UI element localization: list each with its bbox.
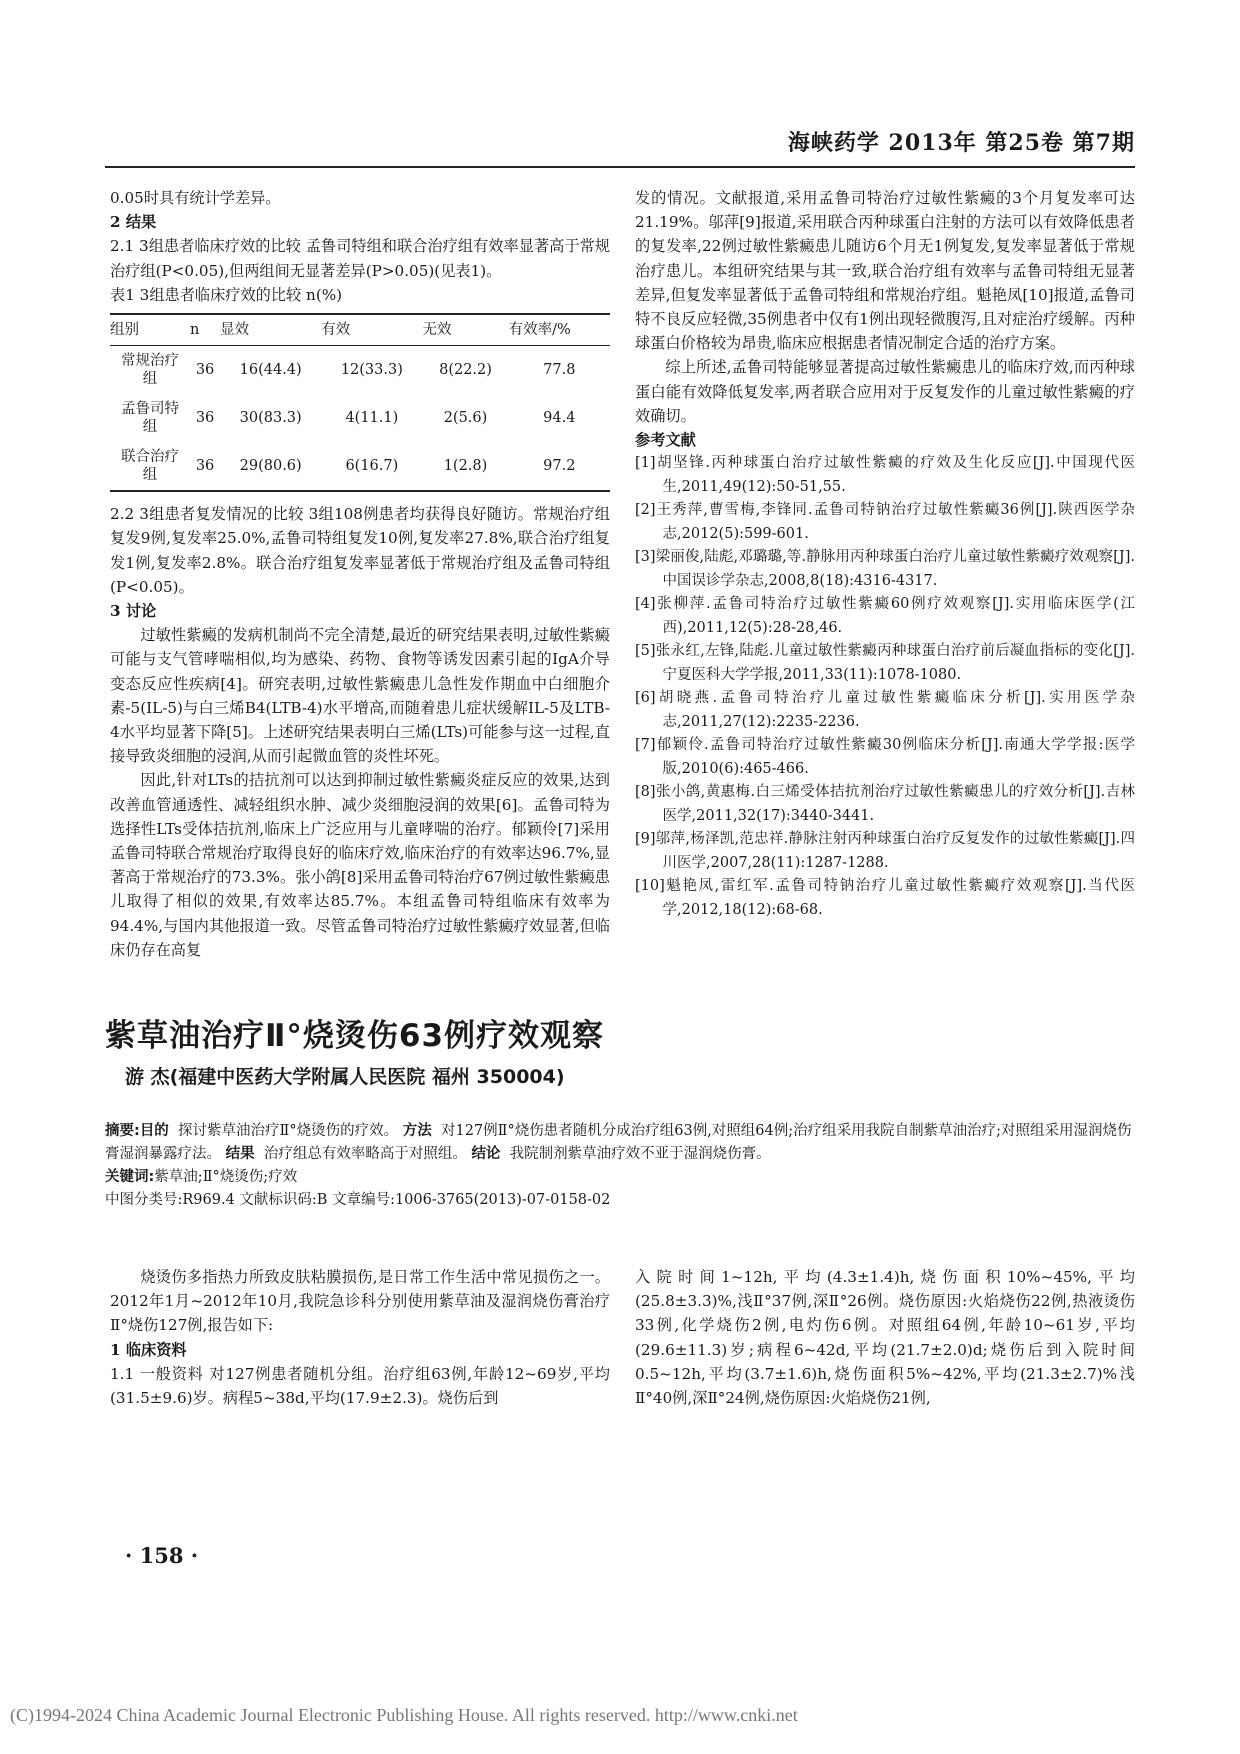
header-rule — [105, 166, 1135, 168]
reference-item: [10]魁艳凤,雷红军.孟鲁司特钠治疗儿童过敏性紫癜疗效观察[J].当代医学,2012,18(12):68-68. — [635, 878, 1135, 918]
reference-item: [8]张小鸽,黄惠梅.白三烯受体拮抗剂治疗过敏性紫癜患儿的疗效分析[J].吉林医学,2011,32(17):3440-3441. — [635, 784, 1135, 824]
lower-right-column — [635, 1265, 1135, 1410]
table-row — [110, 442, 610, 491]
paragraph: 2.2 3组患者复发情况的比较 3组108例患者均获得良好随访。常规治疗组复发9例,复发率25.0%,孟鲁司特组复发10例,复发率27.8%,联合治疗组复发1例,复发率2.8%。联合治疗组复发率显著低于常规治疗组及孟鲁司特组(P<0.05)。 — [110, 505, 610, 596]
keywords — [105, 1166, 1135, 1189]
result-label: 结果 — [225, 1146, 255, 1162]
article-title: 紫草油治疗Ⅱ°烧烫伤63例疗效观察 — [105, 1018, 605, 1054]
method-label: 方法 — [402, 1123, 432, 1139]
table-cell: 16(44.4) — [239, 362, 302, 379]
table-cell: 29(80.6) — [220, 442, 321, 491]
page-number: · 158 · — [125, 1543, 199, 1568]
paragraph: 烧烫伤多指热力所致皮肤粘膜损伤,是日常工作生活中常见损伤之一。2012年1月~2012年10月,我院急诊科分别使用紫草油及湿润烧伤膏治疗Ⅱ°烧伤127例,报告如下: — [110, 1268, 610, 1335]
table-cell: 94.4 — [543, 410, 576, 427]
table-header-cell: 显效 — [220, 314, 321, 346]
reference-item: [6]胡晓燕.孟鲁司特治疗儿童过敏性紫癜临床分析[J].实用医学杂志,2011,27(12):2235-2236. — [635, 690, 1135, 730]
reference-item: [3]梁丽俊,陆彪,邓璐璐,等.静脉用丙种球蛋白治疗儿童过敏性紫癜疗效观察[J].中国误诊学杂志,2008,8(18):4316-4317. — [635, 549, 1135, 589]
paragraph: 综上所述,孟鲁司特能够显著提高过敏性紫癜患儿的临床疗效,而丙种球蛋白能有效降低复发率,两者联合应用对于反复发作的儿童过敏性紫癜的疗效确切。 — [635, 358, 1135, 425]
paragraph: 2.1 3组患者临床疗效的比较 孟鲁司特组和联合治疗组有效率显著高于常规治疗组(P<0.05),但两组间无显著差异(P>0.05)(见表1)。 — [110, 237, 610, 280]
section-heading-clinical-data: 1 临床资料 — [110, 1340, 187, 1359]
reference-item: [9]邬萍,杨泽凯,范忠祥.静脉注射丙种球蛋白治疗反复发作的过敏性紫癜[J].四川医学,2007,28(11):1287-1288. — [635, 831, 1135, 871]
reference-item: [2]王秀萍,曹雪梅,李锋同.孟鲁司特钠治疗过敏性紫癜36例[J].陕西医学杂志,2012(5):599-601. — [635, 502, 1135, 542]
paragraph: 因此,针对LTs的拮抗剂可以达到抑制过敏性紫癜炎症反应的效果,达到改善血管通透性、减轻组织水肿、减少炎细胞浸润的效果[6]。孟鲁司特为选择性LTs受体拮抗剂,临床上广泛应用与儿童哮喘的治疗。郁颖伶[7]采用孟鲁司特联合常规治疗取得良好的临床疗效,临床治疗的有效率达96.7%,显著高于常规治疗的73.3%。张小鸽[8]采用孟鲁司特治疗67例过敏性紫癜患儿取得了相似的效果,有效率达85.7%。本组孟鲁司特组临床有效率为94.4%,与国内其他报道一致。尽管孟鲁司特治疗过敏性紫癜疗效显著,但临床仍存在高复 — [110, 771, 610, 959]
conclusion-label: 结论 — [471, 1146, 501, 1162]
table-caption: 表1 3组患者临床疗效的比较 n(%) — [110, 285, 343, 304]
table-header-cell: n — [190, 314, 220, 346]
article-authors: 游 杰(福建中医药大学附属人民医院 福州 350004) — [125, 1066, 565, 1088]
table-header-row — [110, 314, 610, 346]
abstract — [105, 1120, 1135, 1166]
reference-list — [635, 452, 1135, 922]
table-cell: 6(16.7) — [321, 442, 422, 491]
table-cell: 30(83.3) — [239, 410, 302, 427]
table-row — [110, 394, 610, 442]
copyright-footer: (C)1994-2024 China Academic Journal Electronic Publishing House. All rights reserved. http://www.cnki.net — [10, 1705, 798, 1725]
upper-left-column — [110, 186, 610, 962]
table-cell: 12(33.3) — [340, 362, 403, 379]
references-heading: 参考文献 — [635, 431, 696, 450]
reference-item: [1]胡坚锋.丙种球蛋白治疗过敏性紫癜的疗效及生化反应[J].中国现代医生,2011,49(12):50-51,55. — [635, 455, 1135, 495]
keywords-text: 紫草油;Ⅱ°烧烫伤;疗效 — [154, 1169, 298, 1185]
table-header-cell: 有效率/% — [509, 314, 610, 346]
paragraph: 入院时间1~12h,平均(4.3±1.4)h,烧伤面积10%~45%,平均(25.8±3.3)%,浅Ⅱ°37例,深Ⅱ°26例。烧伤原因:火焰烧伤22例,热液烫伤33例,化学烧伤2例,电灼伤6例。对照组64例,年龄10~61岁,平均(29.6±11.3)岁;病程6~42d,平均(21.7±2.0)d;烧伤后到入院时间0.5~12h,平均(3.7±1.6)h,烧伤面积5%~42%,平均(21.3±2.7)%浅Ⅱ°40例,深Ⅱ°24例,烧伤原因:火焰烧伤21例, — [635, 1268, 1135, 1408]
paragraph: 1.1 一般资料 对127例患者随机分组。治疗组63例,年龄12~69岁,平均(31.5±9.6)岁。病程5~38d,平均(17.9±2.3)。烧伤后到 — [110, 1364, 610, 1408]
objective-label: 目的 — [139, 1123, 169, 1139]
paragraph: 0.05时具有统计学差异。 — [110, 189, 281, 207]
efficacy-table — [110, 313, 610, 492]
table-cell: 8(22.2) — [439, 362, 492, 379]
table-cell: 常规治疗组 — [121, 353, 179, 388]
lower-left-column — [110, 1265, 610, 1410]
result-text: 治疗组总有效率略高于对照组。 — [263, 1146, 467, 1162]
objective-text: 探讨紫草油治疗Ⅱ°烧烫伤的疗效。 — [178, 1123, 399, 1139]
reference-item: [5]张永红,左锋,陆彪.儿童过敏性紫癜丙种球蛋白治疗前后凝血指标的变化[J].宁夏医科大学学报,2011,33(11):1078-1080. — [635, 643, 1135, 683]
reference-item: [4]张柳萍.孟鲁司特治疗过敏性紫癜60例疗效观察[J].实用临床医学(江西),2011,12(5):28-28,46. — [635, 596, 1135, 636]
table-cell: 联合治疗组 — [110, 442, 190, 491]
paragraph: 过敏性紫癜的发病机制尚不完全清楚,最近的研究结果表明,过敏性紫癜可能与支气管哮喘相似,均为感染、药物、食物等诱发因素引起的IgA介导变态反应性疾病[4]。研究表明,过敏性紫癜患儿急性发作期血中白细胞介素-5(IL-5)与白三烯B4(LTB-4)水平增高,而随着患儿症状缓解IL-5及LTB-4水平均显著下降[5]。上述研究结果表明白三烯(LTs)可能参与这一过程,直接导致炎细胞的浸润,从而引起微血管的炎性坏死。 — [110, 626, 610, 766]
method-text: 对127例Ⅱ°烧伤患者随机分成治疗组63例,对照组64例;治疗组采用我院自制紫草油治疗;对照组采用湿润烧伤膏湿润暴露疗法。 — [105, 1123, 1132, 1162]
paragraph: 发的情况。文献报道,采用孟鲁司特治疗过敏性紫癜的3个月复发率可达21.19%。邬萍[9]报道,采用联合丙种球蛋白注射的方法可以有效降低患者的复发率,22例过敏性紫癜患儿随访6个月无1例复发,复发率显著低于常规治疗患儿。本组研究结果与其一致,联合治疗组有效率与孟鲁司特组无显著差异,但复发率显著低于孟鲁司特组和常规治疗组。魁艳凤[10]报道,孟鲁司特不良反应轻微,35例患者中仅有1例出现轻微腹泻,且对症治疗缓解。丙种球蛋白价格较为昂贵,临床应根据患者情况制定合适的治疗方案。 — [635, 189, 1135, 353]
table-cell: 77.8 — [543, 362, 576, 379]
running-header: 海峡药学 2013年 第25卷 第7期 — [787, 130, 1135, 156]
conclusion-text: 我院制剂紫草油疗效不亚于湿润烧伤膏。 — [509, 1146, 771, 1162]
table-cell: 孟鲁司特组 — [121, 401, 179, 436]
table-cell: 4(11.1) — [345, 410, 399, 427]
table-cell: 36 — [190, 442, 220, 491]
table-cell: 36 — [195, 410, 215, 427]
table-cell: 2(5.6) — [443, 410, 488, 427]
table-cell: 97.2 — [509, 442, 610, 491]
reference-item: [7]郁颖伶.孟鲁司特治疗过敏性紫癜30例临床分析[J].南通大学学报:医学版,2010(6):465-466. — [635, 737, 1135, 777]
abstract-label: 摘要: — [105, 1123, 140, 1139]
table-header-cell: 组别 — [110, 314, 190, 346]
table-cell: 1(2.8) — [422, 442, 508, 491]
table-cell: 36 — [195, 362, 215, 379]
classification-line: 中图分类号:R969.4 文献标识码:B 文章编号:1006-3765(2013)-07-0158-02 — [105, 1192, 611, 1208]
upper-right-column — [635, 186, 1135, 922]
keywords-label: 关键词: — [105, 1169, 155, 1185]
table-header-cell: 有效 — [321, 314, 422, 346]
table-header-cell: 无效 — [422, 314, 508, 346]
section-heading-results: 2 结果 — [110, 213, 157, 232]
section-heading-discussion: 3 讨论 — [110, 602, 157, 621]
table-row — [110, 346, 610, 395]
abstract-block — [105, 1120, 1135, 1212]
